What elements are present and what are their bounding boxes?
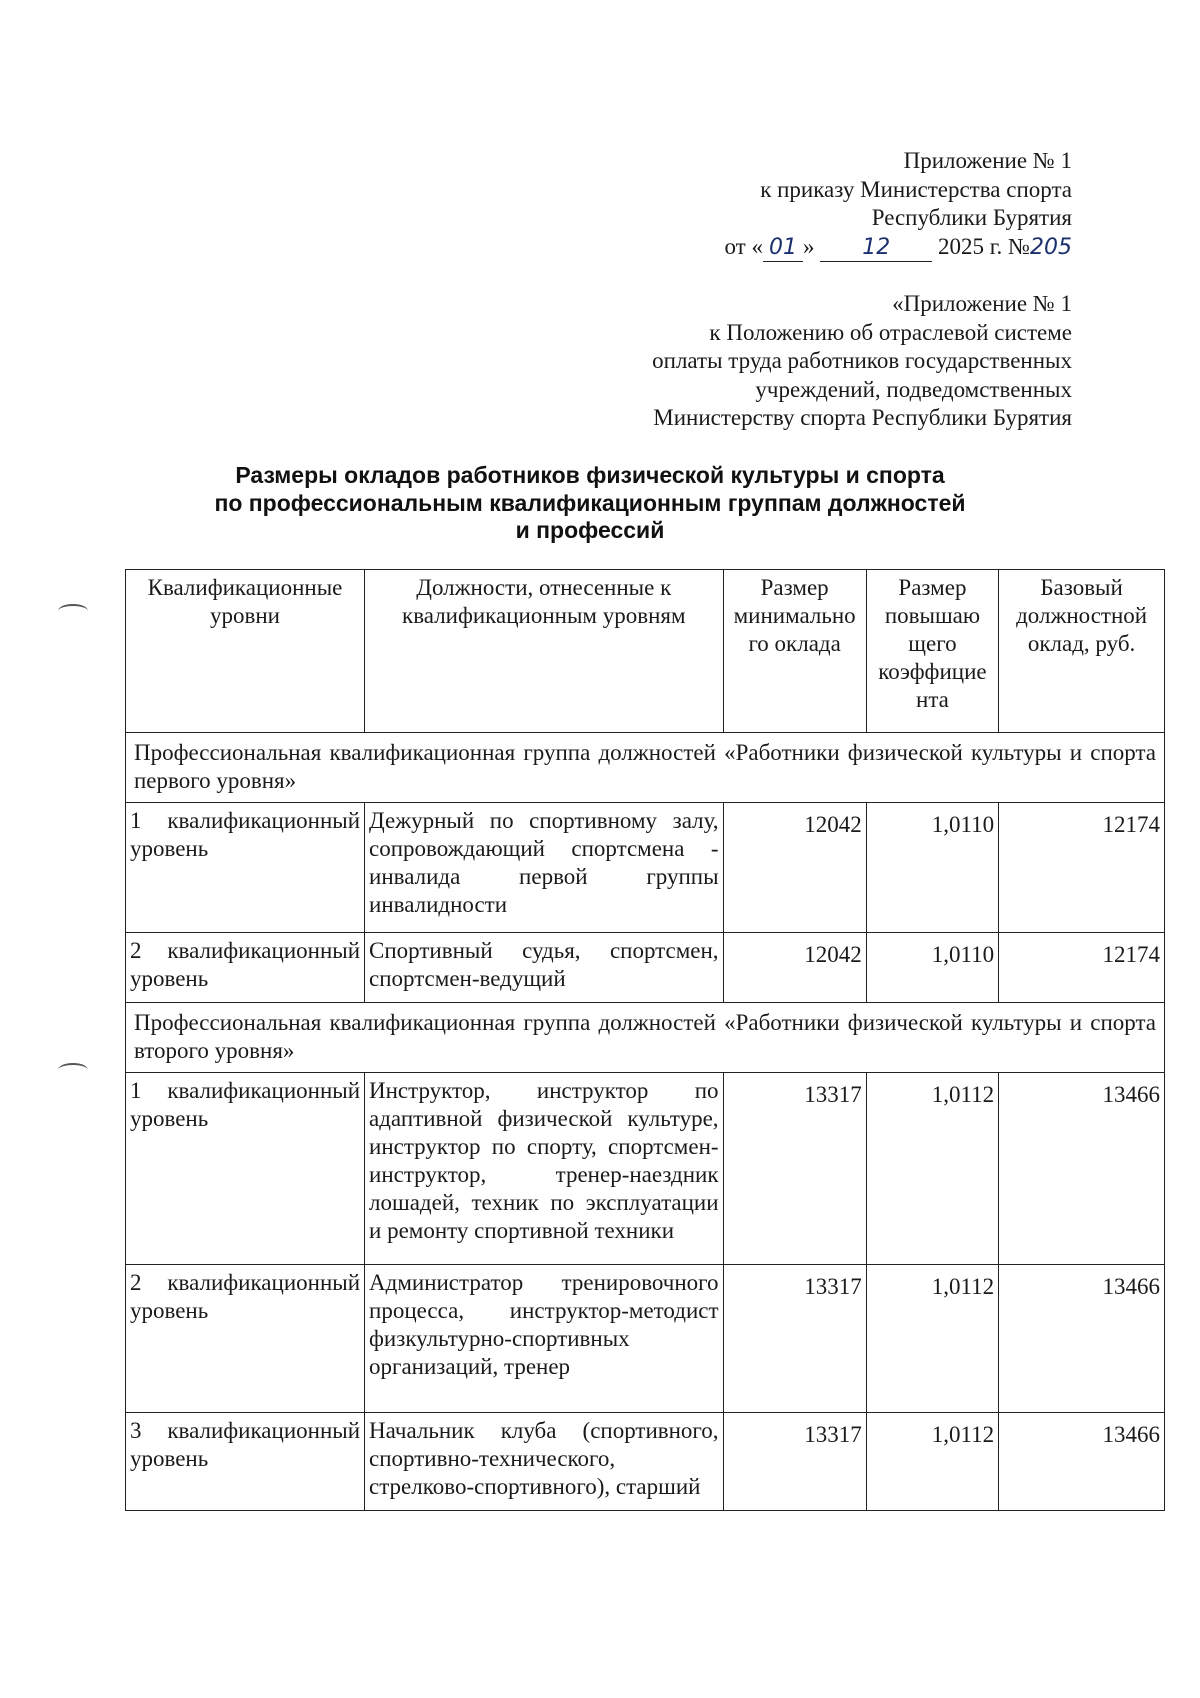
- level-text: 2 квалификационный: [130, 938, 361, 963]
- order-reference: к приказу Министерства спорта: [760, 176, 1072, 202]
- header-positions: Должности, отнесенные к квалификационным уровням: [365, 570, 724, 733]
- coefficient-cell: 1,0110: [866, 933, 998, 1003]
- min-salary-cell: 12042: [723, 803, 866, 933]
- sub-header-line: оплаты труда работников государственных: [652, 348, 1072, 373]
- title-line: и профессий: [515, 517, 665, 543]
- date-month: 12: [862, 234, 891, 260]
- table-row: [126, 933, 1165, 1003]
- sub-header-line: Министерству спорта Республики Бурятия: [653, 405, 1072, 430]
- level-cell: [126, 933, 365, 1003]
- regulation-appendix-header: [652, 290, 1072, 433]
- date-day-field: [763, 234, 803, 262]
- date-mid: »: [802, 233, 815, 259]
- table-row: [126, 1413, 1165, 1511]
- coefficient-cell: 1,0112: [866, 1265, 998, 1413]
- header-min-salary: Размер минимально го оклада: [723, 570, 866, 733]
- positions-cell: Начальник клуба (спортивного, спортивно-технического, стрелково-спортивного), старший: [365, 1413, 724, 1511]
- level-text: 2 квалификационный: [130, 1270, 361, 1295]
- appendix-label: Приложение № 1: [903, 148, 1072, 173]
- date-day: 01: [768, 234, 797, 260]
- table-row: [126, 1265, 1165, 1413]
- positions-cell: Спортивный судья, спортсмен, спортсмен-ведущий: [365, 933, 724, 1003]
- header-coefficient: Размер повышаю щего коэффицие нта: [866, 570, 998, 733]
- group-title: Профессиональная квалификационная группа должностей «Работники физической культуры и спорта второго уровня»: [126, 1003, 1165, 1073]
- date-year: 2025 г. №: [937, 233, 1030, 259]
- level-cell: [126, 1073, 365, 1265]
- coefficient-cell: 1,0112: [866, 1413, 998, 1511]
- order-appendix-header: [724, 147, 1072, 262]
- level-text: 3 квалификационный: [130, 1418, 361, 1443]
- order-date-line: [724, 233, 1072, 262]
- group-title: Профессиональная квалификационная группа должностей «Работники физической культуры и спорта первого уровня»: [126, 733, 1165, 803]
- level-cell: [126, 803, 365, 933]
- date-prefix: от «: [724, 233, 763, 259]
- sub-header-line: учреждений, подведомственных: [755, 376, 1072, 402]
- salary-table: [125, 569, 1165, 1511]
- header-base-salary: Базовый должностной оклад, руб.: [999, 570, 1165, 733]
- level-text: уровень: [130, 1106, 209, 1131]
- order-number-field: [1030, 234, 1072, 261]
- level-text: 1 квалификационный: [130, 808, 361, 833]
- coefficient-cell: 1,0112: [866, 1073, 998, 1265]
- positions-cell: Дежурный по спортивному залу, сопровождающий спортсмена - инвалида первой группы инвалидности: [365, 803, 724, 933]
- group-row: [126, 1003, 1165, 1073]
- level-text: уровень: [130, 1298, 209, 1323]
- base-salary-cell: 13466: [999, 1073, 1165, 1265]
- table-header-row: [126, 570, 1165, 733]
- sub-header-line: к Положению об отраслевой системе: [709, 319, 1072, 345]
- base-salary-cell: 12174: [999, 933, 1165, 1003]
- punch-hole-mark: [58, 1063, 88, 1077]
- min-salary-cell: 13317: [723, 1073, 866, 1265]
- positions-cell: Администратор тренировочного процесса, инструктор-методист физкультурно-спортивных организаций, тренер: [365, 1265, 724, 1413]
- level-text: уровень: [130, 1446, 209, 1471]
- table-row: [126, 803, 1165, 933]
- order-number: 205: [1030, 234, 1072, 260]
- sub-appendix-label: «Приложение № 1: [892, 291, 1072, 316]
- level-text: 1 квалификационный: [130, 1078, 361, 1103]
- base-salary-cell: 13466: [999, 1413, 1165, 1511]
- table-row: [126, 1073, 1165, 1265]
- republic-name: Республики Бурятия: [871, 205, 1072, 230]
- title-line: Размеры окладов работников физической культуры и спорта: [235, 462, 945, 488]
- min-salary-cell: 13317: [723, 1265, 866, 1413]
- positions-cell: Инструктор, инструктор по адаптивной физической культуре, инструктор по спорту, спортсмен-инструктор, тренер-наездник лошадей, техник по эксплуатации и ремонту спортивной техники: [365, 1073, 724, 1265]
- coefficient-cell: 1,0110: [866, 803, 998, 933]
- date-month-field: [820, 234, 932, 262]
- min-salary-cell: 13317: [723, 1413, 866, 1511]
- min-salary-cell: 12042: [723, 933, 866, 1003]
- base-salary-cell: 13466: [999, 1265, 1165, 1413]
- title-line: по профессиональным квалификационным группам должностей: [214, 489, 966, 516]
- level-cell: [126, 1413, 365, 1511]
- base-salary-cell: 12174: [999, 803, 1165, 933]
- level-text: уровень: [130, 966, 209, 991]
- level-text: уровень: [130, 836, 209, 861]
- document-title: [200, 462, 980, 545]
- group-row: [126, 733, 1165, 803]
- punch-hole-mark: [58, 604, 88, 618]
- level-cell: [126, 1265, 365, 1413]
- header-level: Квалификационные уровни: [126, 570, 365, 733]
